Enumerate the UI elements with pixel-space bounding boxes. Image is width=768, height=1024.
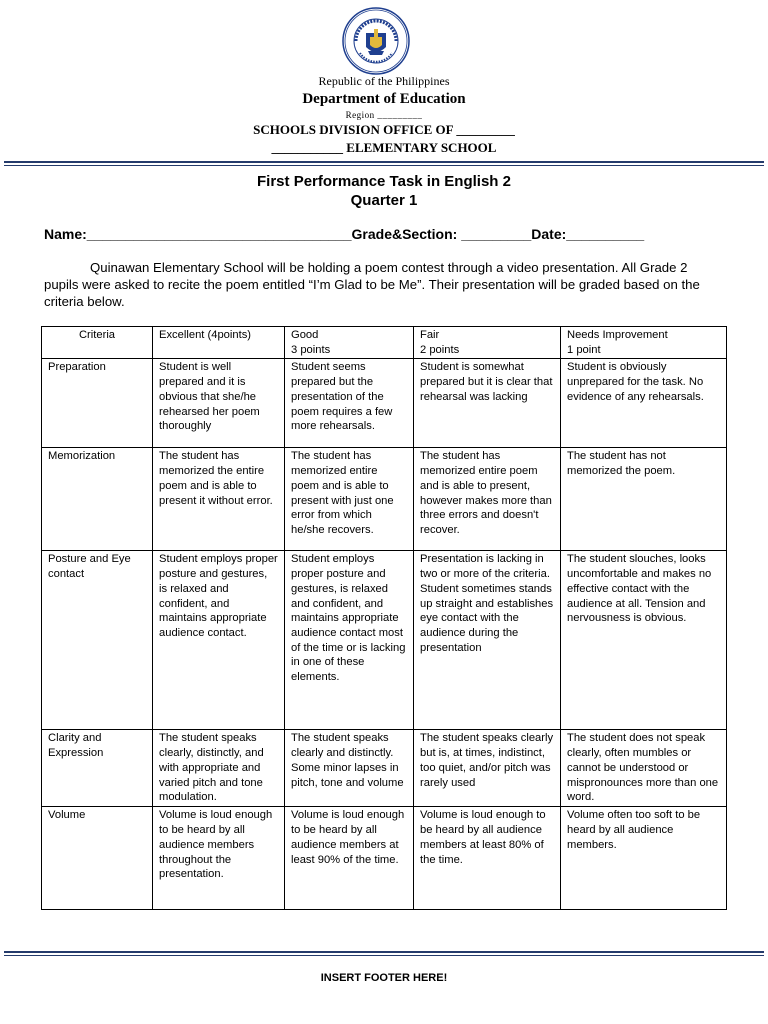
- footer-divider-thin: [4, 955, 764, 956]
- footer-divider: [4, 951, 764, 953]
- header-divider-thin: [4, 165, 764, 166]
- rubric-table: [41, 326, 727, 910]
- cell-needs-improvement: The student slouches, looks uncomfortable and makes no effective contact with the audience at all. Tension and nervousness is obvious.: [561, 551, 727, 730]
- region-label: Region _________: [345, 110, 423, 120]
- cell-excellent: The student has memorized the entire poem and is able to present it without error.: [153, 448, 285, 551]
- cell-needs-improvement: Student is obviously unprepared for the task. No evidence of any rehearsals.: [561, 359, 727, 448]
- header-needs-improvement: Needs Improvement 1 point: [561, 327, 727, 359]
- table-row: [42, 448, 727, 551]
- republic-label: Republic of the Philippines: [318, 74, 450, 88]
- row-criteria: Preparation: [42, 359, 153, 448]
- table-row: [42, 359, 727, 448]
- cell-fair: Presentation is lacking in two or more of the criteria. Student sometimes stands up straight and establishes eye contact with the audience during the presentation: [414, 551, 561, 730]
- cell-excellent: Student employs proper posture and gestures, is relaxed and confident, and maintains appropriate audience contact.: [153, 551, 285, 730]
- header-excellent: Excellent (4points): [153, 327, 285, 359]
- header-criteria: Criteria: [42, 327, 153, 359]
- department-label: Department of Education: [302, 91, 466, 107]
- cell-good: Student employs proper posture and gestures, is relaxed and confident, and maintains appropriate audience contact most of the time or is lacking in one of these elements.: [285, 551, 414, 730]
- cell-good: The student has memorized entire poem and is able to present with just one error from which he/she recovers.: [285, 448, 414, 551]
- cell-fair: Volume is loud enough to be heard by all audience members at least 80% of the time.: [414, 807, 561, 910]
- header-divider: [4, 161, 764, 163]
- row-criteria: Clarity and Expression: [42, 730, 153, 807]
- row-criteria: Posture and Eye contact: [42, 551, 153, 730]
- row-criteria: Volume: [42, 807, 153, 910]
- row-criteria: Memorization: [42, 448, 153, 551]
- header-fair: Fair 2 points: [414, 327, 561, 359]
- task-title: First Performance Task in English 2: [257, 173, 511, 190]
- page-footer: INSERT FOOTER HERE!: [320, 972, 448, 984]
- cell-needs-improvement: The student does not speak clearly, often mumbles or cannot be understood or mispronounces more than one word.: [561, 730, 727, 807]
- cell-good: The student speaks clearly and distinctly. Some minor lapses in pitch, tone and volume: [285, 730, 414, 807]
- cell-good: Student seems prepared but the presentation of the poem requires a few more rehearsals.: [285, 359, 414, 448]
- cell-excellent: Volume is loud enough to be heard by all audience members throughout the presentation.: [153, 807, 285, 910]
- cell-needs-improvement: Volume often too soft to be heard by all audience members.: [561, 807, 727, 910]
- division-label: SCHOOLS DIVISION OFFICE OF _________: [253, 122, 515, 137]
- cell-needs-improvement: The student has not memorized the poem.: [561, 448, 727, 551]
- student-info-line: Name:__________________________________Grade&Section: _________Date:__________: [44, 226, 645, 242]
- intro-paragraph: Quinawan Elementary School will be holding a poem contest through a video presentation. All Grade 2 pupils were asked to recite the poem entitled “I’m Glad to be Me”. Their presentation will be graded based on the criteria below.: [44, 260, 700, 309]
- task-quarter: Quarter 1: [350, 192, 418, 209]
- school-label: ___________ ELEMENTARY SCHOOL: [271, 140, 497, 155]
- cell-fair: The student speaks clearly but is, at times, indistinct, too quiet, and/or pitch was rarely used: [414, 730, 561, 807]
- cell-good: Volume is loud enough to be heard by all audience members at least 90% of the time.: [285, 807, 414, 910]
- rubric-header-row: [42, 327, 727, 359]
- cell-fair: The student has memorized entire poem and is able to present, however makes more than three errors and doesn't recover.: [414, 448, 561, 551]
- cell-fair: Student is somewhat prepared but it is clear that rehearsal was lacking: [414, 359, 561, 448]
- cell-excellent: The student speaks clearly, distinctly, and with appropriate and varied pitch and tone modulation.: [153, 730, 285, 807]
- deped-seal-logo: [342, 7, 410, 75]
- header-good: Good 3 points: [285, 327, 414, 359]
- table-row: [42, 807, 727, 910]
- cell-excellent: Student is well prepared and it is obvious that she/he rehearsed her poem thoroughly: [153, 359, 285, 448]
- table-row: [42, 551, 727, 730]
- table-row: [42, 730, 727, 807]
